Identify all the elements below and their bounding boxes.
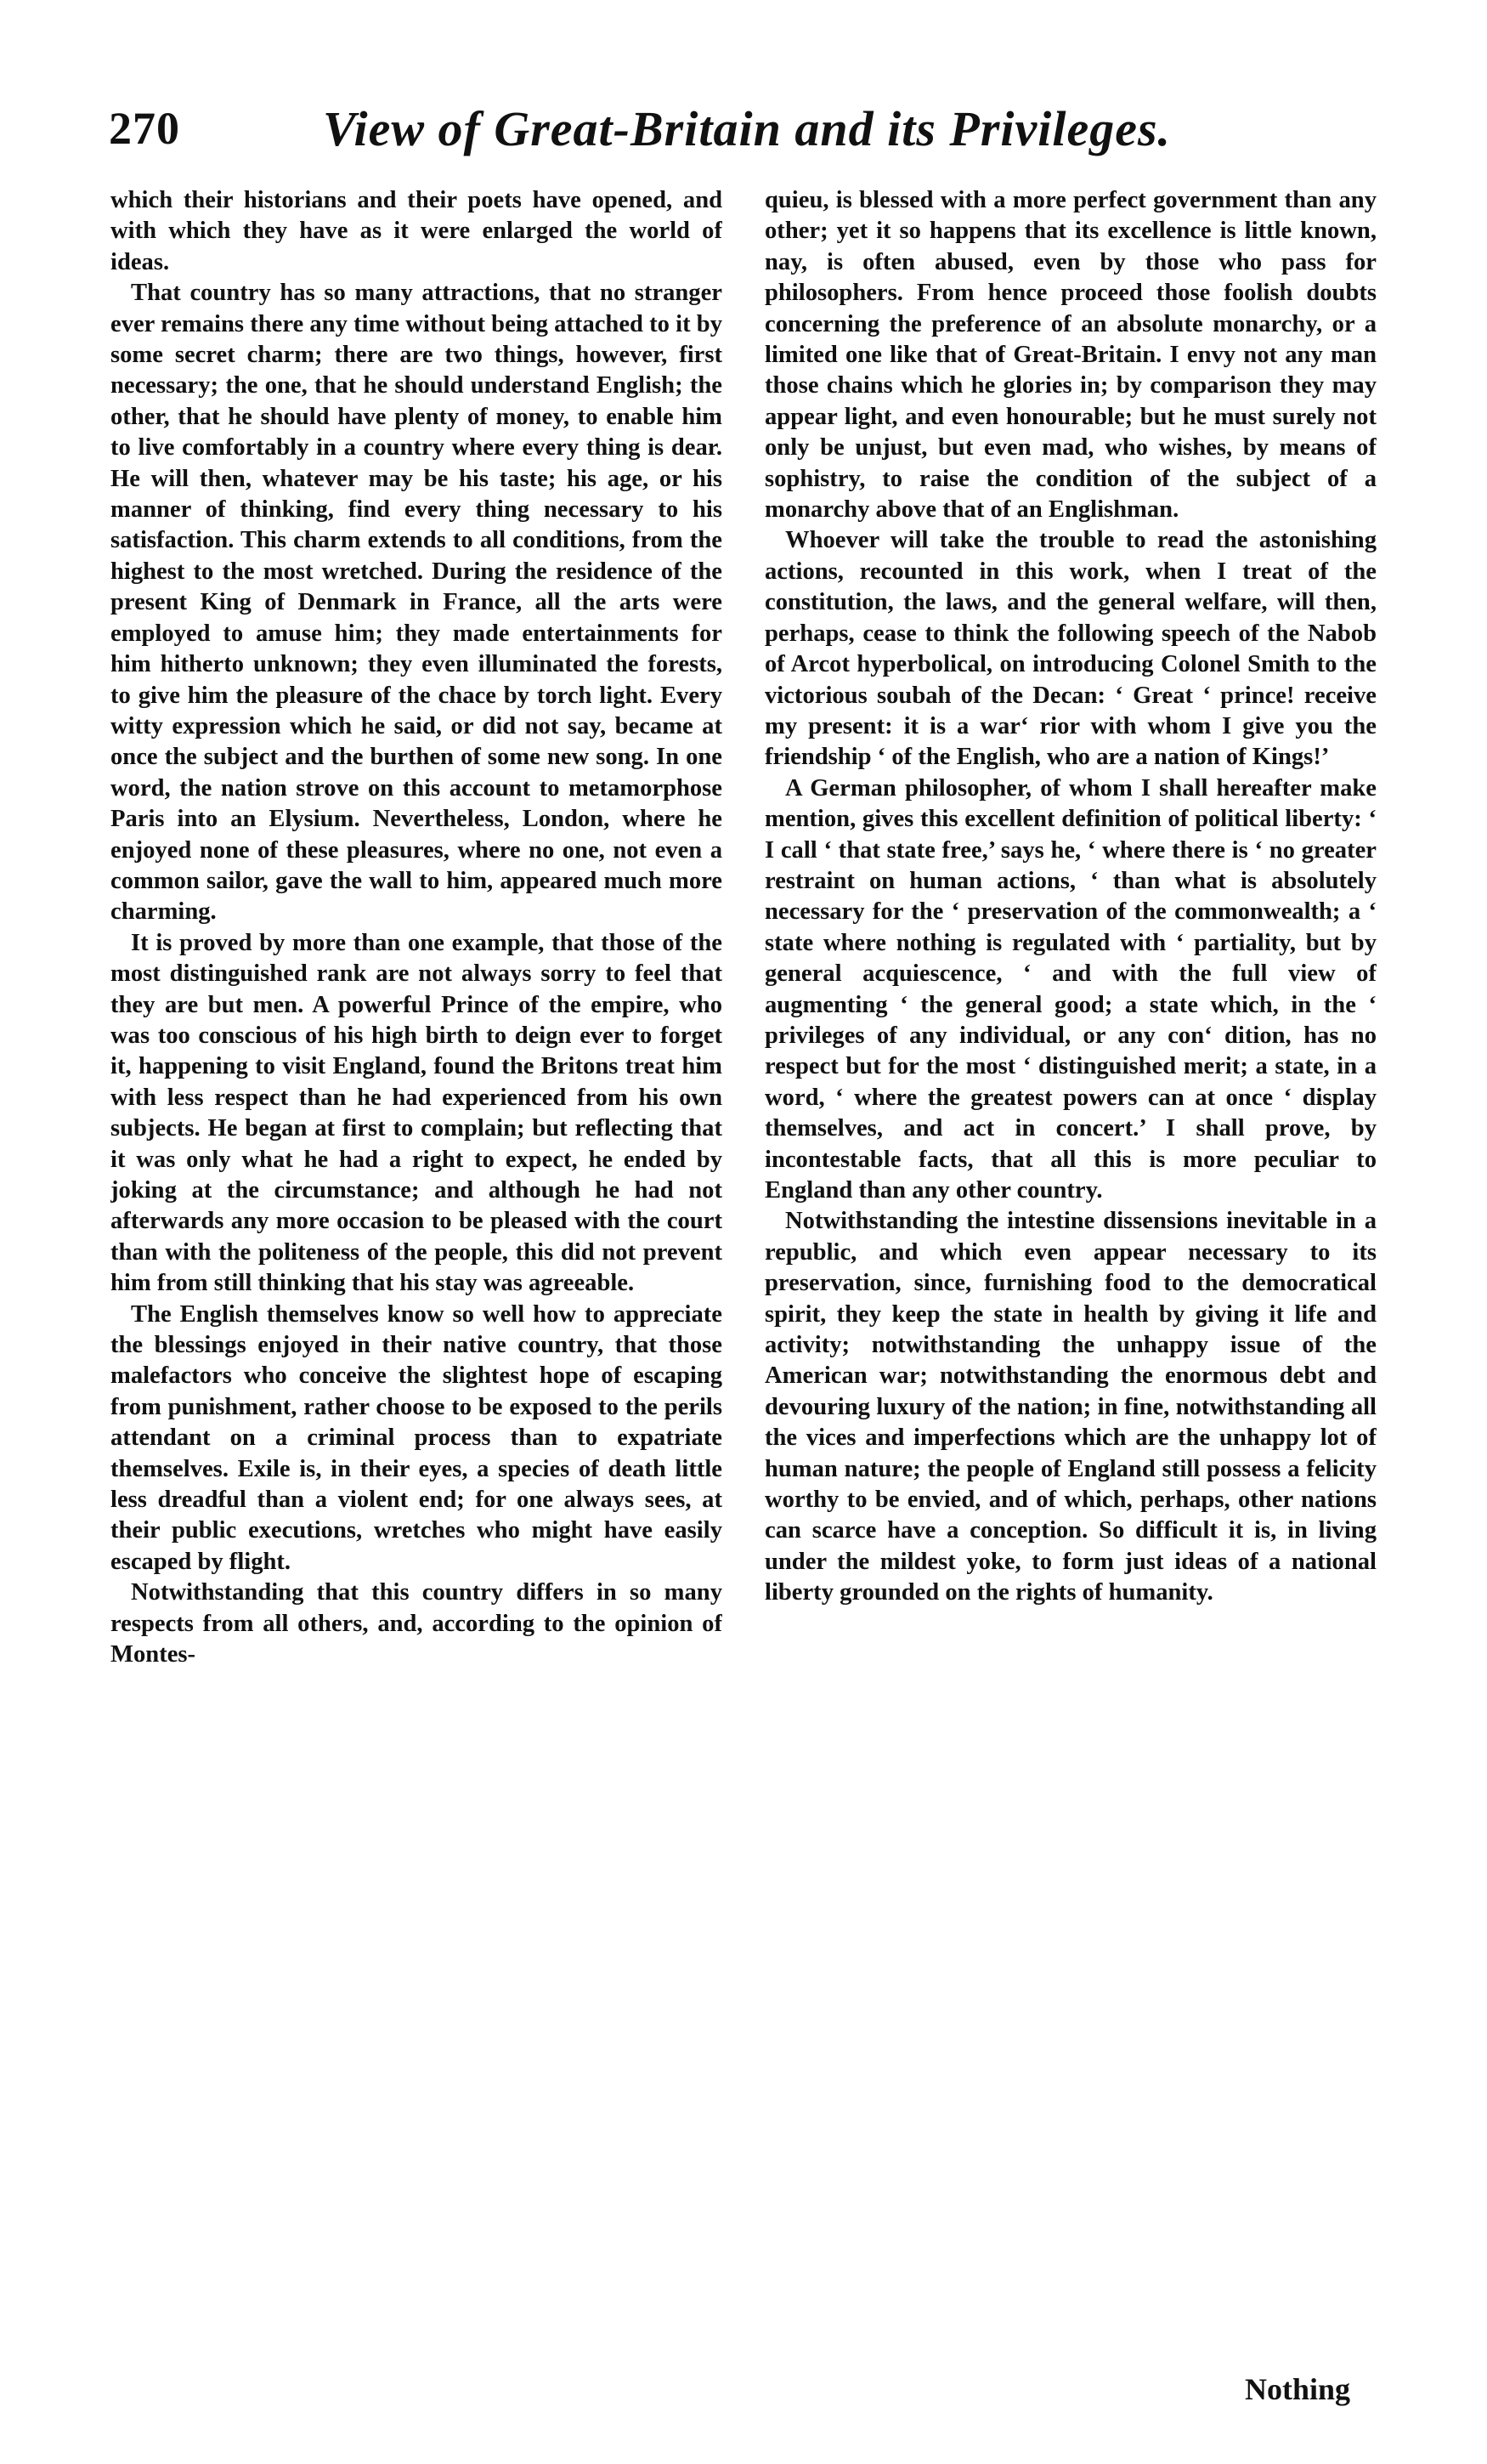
running-title: View of Great-Britain and its Privileges. [323,101,1172,156]
page-number: 270 [109,103,180,154]
catchword: Nothing [1245,2372,1351,2406]
paragraph: quieu, is blessed with a more perfect government than any other; yet it so happens that its excellence is little known, nay, is often abused, even by those who pass for philosophers. From hence proceed those foolish doubts concerning the preference of an absolute monarchy, or a limited one like that of Great-Britain. I envy not any man those chains which he glories in; by comparison they may appear light, and even honourable; but he must surely not only be unjust, but even mad, who wishes, by means of sophistry, to raise the condition of the subject of a monarchy above that of an Englishman. [765,187,1377,524]
running-head [109,95,1383,172]
paragraph: Whoever will take the trouble to read the astonishing actions, recounted in this work, when I treat of the constitution, the laws, and the general welfare, will then, perhaps, cease to think the following speech of the Nabob of Arcot hyperbolical, on introducing Colonel Smith to the victorious soubah of the Decan: ‘ Great ‘ prince! receive my present: it is a war‘ rior with whom I give you the friendship ‘ of the English, who are a nation of Kings!’ [765,527,1377,771]
paragraph: A German philosopher, of whom I shall hereafter make mention, gives this excellent definition of political liberty: ‘ I call ‘ that state free,’ says he, ‘ where there is ‘ no greater restraint on human actions, ‘ than what is absolutely necessary for the ‘ preservation of the commonwealth; a ‘ state where nothing is regulated with ‘ partiality, but by general acquiescence, ‘ and with the full view of augmenting ‘ the general good; a state which, in the ‘ privileges of any individual, or any con‘ dition, has no respect but for the most ‘ distinguished merit; a state, in a word, ‘ where the greatest powers can at once ‘ display themselves, and act in concert.’ I shall prove, by incontestable facts, that all this is more peculiar to England than any other country. [765,774,1377,1204]
paragraph: Notwithstanding that this country differs in so many respects from all others, and, according to the opinion of Montes- [110,1579,722,1668]
paragraph: The English themselves know so well how to appreciate the blessings enjoyed in their native country, that those malefactors who conceive the slightest hope of escaping from punishment, rather choose to be exposed to the perils attendant on a criminal process than to expatriate themselves. Exile is, in their eyes, a species of death little less dreadful than a violent end; for one always sees, at their public executions, wretches who might have easily escaped by flight. [110,1300,722,1575]
right-column [765,185,1377,2361]
left-column [110,185,722,2361]
paragraph: which their historians and their poets have opened, and with which they have as it were enlarged the world of ideas. [110,187,722,275]
paragraph: It is proved by more than one example, that those of the most distinguished rank are not always sorry to feel that they are but men. A powerful Prince of the empire, who was too conscious of his high birth to deign ever to forget it, happening to visit England, found the Britons treat him with less respect than he had experienced from his own subjects. He began at first to complain; but reflecting that it was only what he had a right to expect, he ended by joking at the circumstance; and although he had not afterwards any more occasion to be pleased with the court than with the politeness of the people, this did not prevent him from still thinking that his stay was agreeable. [110,929,722,1297]
paragraph: Notwithstanding the intestine dissensions inevitable in a republic, and which even appear necessary to its preservation, since, furnishing food to the democratical spirit, they keep the state in health by giving it life and activity; notwithstanding the unhappy issue of the American war; notwithstanding the enormous debt and devouring luxury of the nation; in fine, notwithstanding all the vices and imperfections which are the unhappy lot of human nature; the people of England still possess a felicity worthy to be envied, and of which, perhaps, other nations can scarce have a conception. So difficult it is, in living under the mildest yoke, to form just ideas of a national liberty grounded on the rights of humanity. [765,1208,1377,1606]
paragraph: That country has so many attractions, that no stranger ever remains there any time without being attached to it by some secret charm; there are two things, however, first necessary; the one, that he should understand English; the other, that he should have plenty of money, to enable him to live comfortably in a country where every thing is dear. He will then, whatever may be his taste; his age, or his manner of thinking, find every thing necessary to his satisfaction. This charm extends to all conditions, from the highest to the most wretched. During the residence of the present King of Denmark in France, all the arts were employed to amuse him; they made entertainments for him hitherto unknown; they even illuminated the forests, to give him the pleasure of the chace by torch light. Every witty expression which he said, or did not say, became at once the subject and the burthen of some new song. In one word, the nation strove on this account to metamorphose Paris into an Elysium. Nevertheless, London, where he enjoyed none of these pleasures, where no one, not even a common sailor, gave the wall to him, appeared much more charming. [110,280,722,926]
